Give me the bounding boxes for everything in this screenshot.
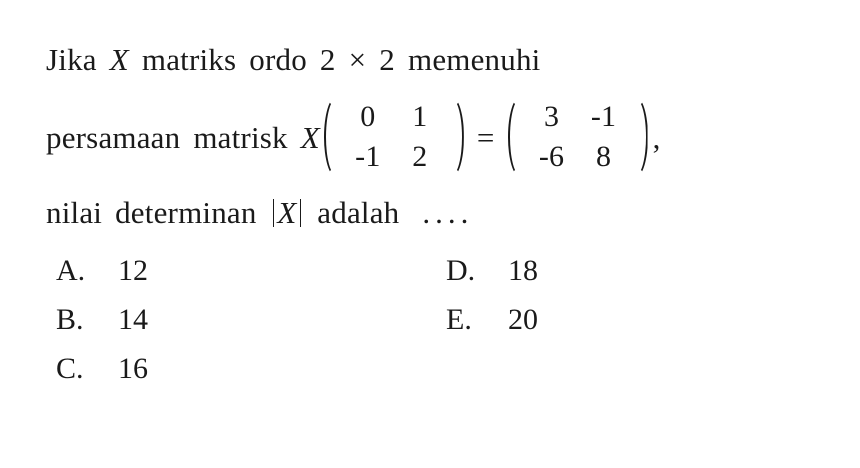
determinant-variable: X <box>277 195 297 230</box>
option-c[interactable] <box>56 352 148 401</box>
matrix-b-cell-1-0: -6 <box>538 140 565 173</box>
option-a-key: A. <box>56 254 86 287</box>
order-rows: 2 <box>319 42 336 77</box>
option-b-value: 14 <box>118 303 148 336</box>
variable-x-coefficient: X <box>300 119 320 155</box>
left-paren-icon <box>506 95 520 179</box>
abs-bar-right-icon <box>300 199 302 227</box>
text-persamaan: persamaan <box>46 119 181 155</box>
matrix-a <box>322 95 466 179</box>
right-paren-icon <box>452 95 466 179</box>
option-e[interactable] <box>446 303 538 352</box>
matrix-a-cell-0-0: 0 <box>360 100 376 133</box>
right-paren-icon <box>636 95 650 179</box>
answer-blank-dots: .... <box>422 195 474 230</box>
left-paren-icon <box>322 95 336 179</box>
matrix-b-grid <box>520 95 636 179</box>
option-e-value: 20 <box>508 303 538 336</box>
option-b-key: B. <box>56 303 84 336</box>
option-d[interactable] <box>446 254 538 303</box>
text-matriks: matriks <box>141 42 237 77</box>
matrix-b-cell-0-1: -1 <box>590 100 617 133</box>
option-a[interactable] <box>56 254 148 303</box>
variable-x: X <box>109 42 129 77</box>
text-adalah: adalah <box>317 195 400 230</box>
trailing-comma: , <box>652 119 661 155</box>
option-e-key: E. <box>446 303 472 336</box>
question-line-3 <box>46 197 820 228</box>
option-c-key: C. <box>56 352 84 385</box>
matrix-a-cell-1-1: 2 <box>412 140 428 173</box>
text-determinan: determinan <box>115 195 257 230</box>
determinant-notation <box>270 197 305 228</box>
question-line-2 <box>46 95 820 179</box>
equals-sign: = <box>476 119 495 155</box>
option-d-value: 18 <box>508 254 538 287</box>
text-matrisk: matrisk <box>193 119 288 155</box>
option-d-key: D. <box>446 254 476 287</box>
text-jika: Jika <box>46 42 97 77</box>
answer-options-right-column <box>446 254 538 352</box>
text-ordo: ordo <box>249 42 307 77</box>
order-cols: 2 <box>379 42 395 77</box>
question-line-1 <box>46 44 820 75</box>
option-a-value: 12 <box>118 254 148 287</box>
matrix-b-cell-1-1: 8 <box>595 140 612 173</box>
option-c-value: 16 <box>118 352 148 385</box>
matrix-b-cell-0-0: 3 <box>543 100 560 133</box>
answer-options-left-column <box>56 254 148 401</box>
abs-bar-left-icon <box>273 199 275 227</box>
matrix-a-cell-0-1: 1 <box>412 100 428 133</box>
matrix-b <box>506 95 650 179</box>
matrix-a-cell-1-0: -1 <box>355 140 381 173</box>
option-b[interactable] <box>56 303 148 352</box>
text-memenuhi: memenuhi <box>408 42 541 77</box>
multiplication-sign: × <box>348 42 367 77</box>
matrix-a-grid <box>336 95 452 179</box>
text-nilai: nilai <box>46 195 103 230</box>
